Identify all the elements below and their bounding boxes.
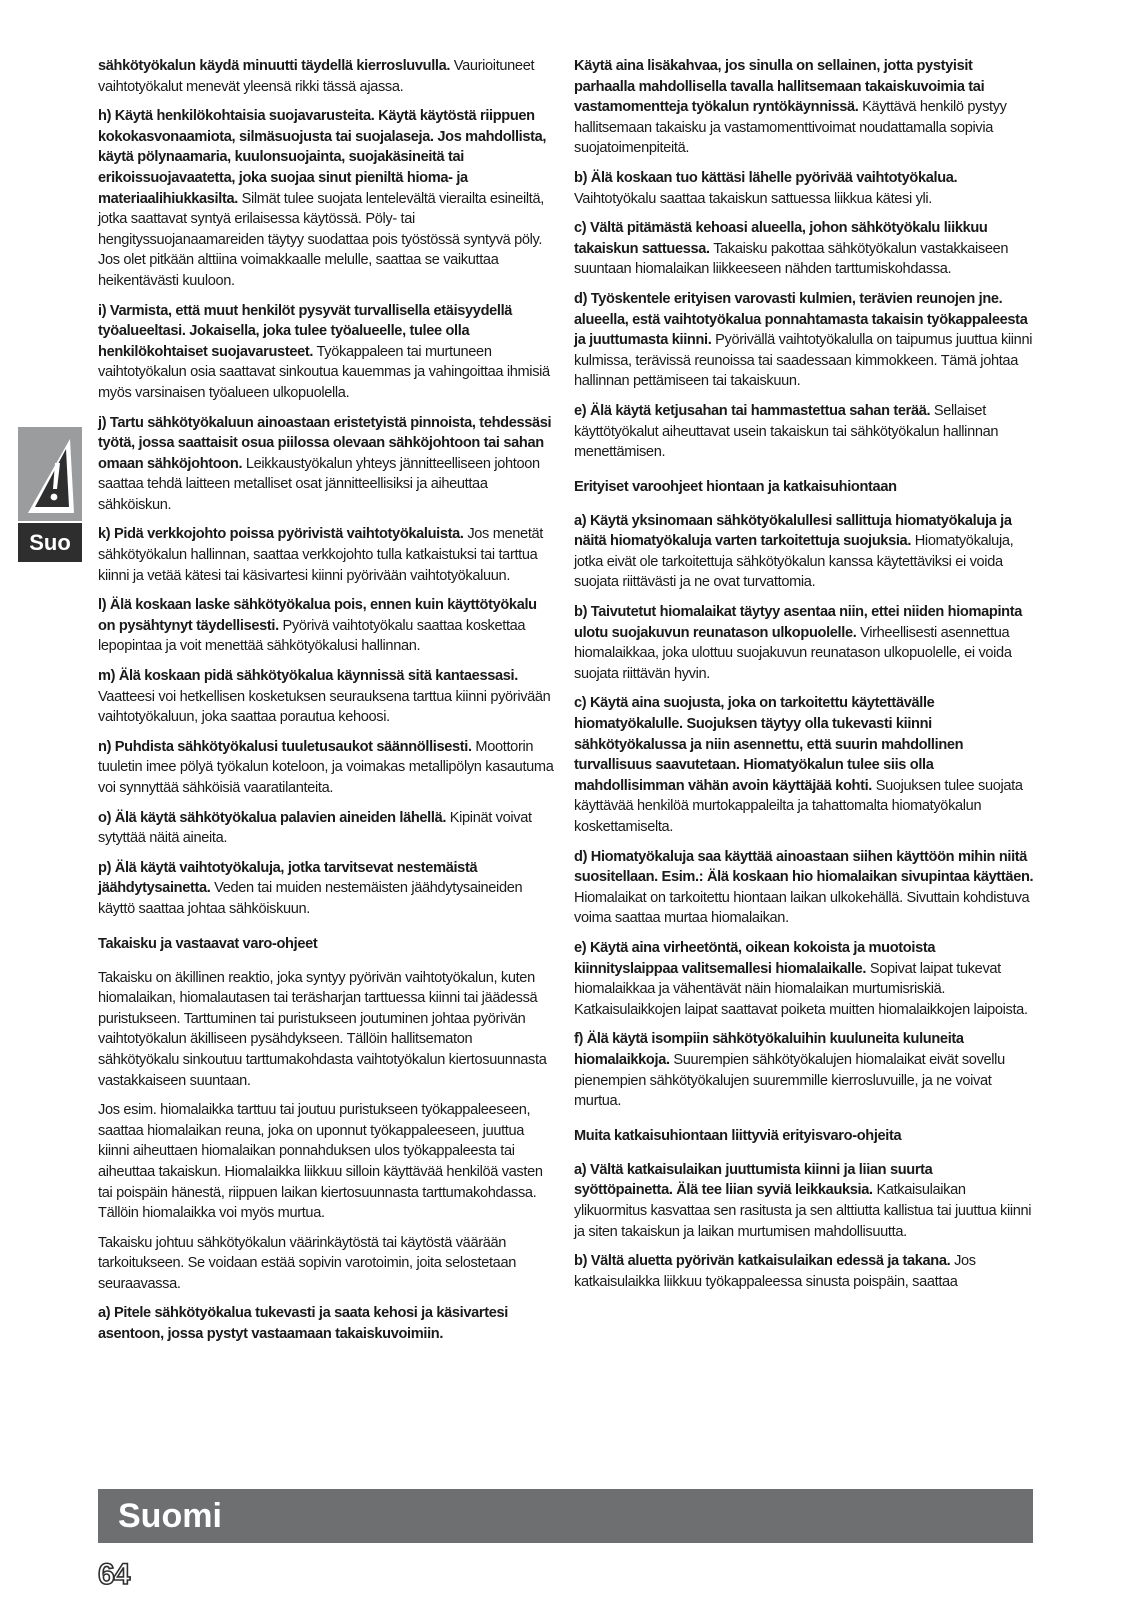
paragraph [98, 413, 556, 516]
paragraph-body: Suurempien sähkötyökalujen hiomalaikat eivät sovellu pienempien sähkötyökalujen suuremmille kierrosluvuille, ja ne voivat murtua. [574, 1051, 1005, 1110]
footer-bar [98, 1489, 1033, 1543]
paragraph-body: Kipinät voivat sytyttää näitä aineita. [98, 809, 532, 847]
paragraph [574, 218, 1034, 280]
paragraph [574, 938, 1034, 1020]
paragraph [574, 511, 1034, 593]
paragraph-lead: d) Hiomatyökaluja saa käyttää ainoastaan siihen käyttöön mihin niitä suositellaan. Esim.: Älä koskaan hio hiomalaikan sivupintaa käyttäen. [574, 848, 1034, 886]
paragraph [98, 1100, 556, 1224]
paragraph-lead: m) Älä koskaan pidä sähkötyökalua käynnissä sitä kantaessasi. [98, 668, 518, 685]
warning-box [18, 427, 82, 521]
paragraph-lead: a) Vältä katkaisulaikan juuttumista kiinni ja liian suurta syöttöpainetta. Älä tee liian syviä leikkauksia. [574, 1161, 933, 1199]
paragraph-body: Pyörivällä vaihtotyökalulla on taipumus juuttua kiinni kulmissa, terävissä reunoissa tai saadessaan kimmokkeen. Tämä johtaa hallinnan pettämiseen tai takaiskuun. [574, 332, 1033, 390]
paragraph-lead: d) Työskentele erityisen varovasti kulmien, terävien reunojen jne. alueella, estä vaihtotyökalua ponnahtamasta takaisin työkappaleesta ja juuttumasta kiinni. [574, 290, 1028, 349]
paragraph-lead: b) Taivutetut hiomalaikat täytyy asentaa niin, ettei niiden hiomapinta ulotu suojakuvun reunatason ulkopuolelle. [574, 604, 1022, 641]
paragraph-lead: c) Vältä pitämästä kehoasi alueella, johon sähkötyökalu liikkuu takaiskun sattuessa. [574, 220, 988, 257]
paragraph-body: Hiomalaikat on tarkoitettu hiontaan laikan ulkokehällä. Sivuttain kohdistuva voima saattaa murtaa hiomalaikan. [574, 889, 1030, 927]
left-column [98, 56, 556, 1354]
paragraph [574, 401, 1034, 463]
paragraph-body: Silmät tulee suojata lentelevältä vierailta esineiltä, jotka saattavat syntyä erilaisessa käytössä. Pöly- tai hengityssuojanaamareiden täytyy suodattaa pois työstössä syntyvä pöly. Jos olet pitkään alttiina voimakkaalle melulle, saattaa se vaikuttaa heikentävästi kuuloon. [98, 190, 544, 289]
paragraph-body: Takaisku johtuu sähkötyökalun väärinkäytöstä tai käytöstä väärään tarkoitukseen. Se voidaan estää sopivin varotoimin, joita selostetaan seuraavassa. [98, 1234, 516, 1292]
paragraph [98, 968, 556, 1092]
paragraph-lead: l) Älä koskaan laske sähkötyökalua pois, ennen kuin käyttötyökalu on pysähtynyt täydellisesti. [98, 597, 537, 634]
paragraph [574, 847, 1034, 929]
paragraph [98, 106, 556, 291]
paragraph [98, 808, 556, 849]
paragraph-lead: a) Pitele sähkötyökalua tukevasti ja saata kehosi ja käsivartesi asentoon, jossa pystyt vastaamaan takaiskuvoimiin. [98, 1305, 508, 1343]
paragraph-body: Veden tai muiden nestemäisten jäähdytysaineiden käyttö saattaa johtaa sähköiskuun. [98, 880, 523, 917]
paragraph [98, 737, 556, 799]
paragraph [98, 56, 556, 97]
paragraph-body: Moottorin tuuletin imee pölyä työkalun koteloon, ja voimakas metallipölyn kasautuma voi synnyttää sähköisiä vaaratilanteita. [98, 738, 554, 796]
paragraph [574, 56, 1034, 159]
paragraph-body: Katkaisulaikan ylikuormitus kasvattaa sen rasitusta ja sen alttiutta kallistua tai juuttua kiinni ja siten takaiskun ja laikan murtumisen mahdollisuutta. [574, 1182, 1032, 1240]
paragraph-body: Sopivat laipat tukevat hiomalaikkaa ja vähentävät näin hiomalaikan murtumisriskiä. Katkaisulaikkojen laipat saattavat poiketa muitten hiomalaikkojen laipoista. [574, 960, 1028, 1018]
paragraph-body: Jos katkaisulaikka liikkuu työkappaleessa sinusta poispäin, saattaa [574, 1253, 976, 1290]
paragraph-lead: k) Pidä verkkojohto poissa pyörivistä vaihtotyökaluista. [98, 526, 464, 543]
paragraph-body: Leikkaustyökalun yhteys jännitteelliseen johtoon saattaa tehdä laitteen metalliset osat jännitteellisiksi ja aiheuttaa sähköiskun. [98, 455, 540, 513]
paragraph-body: Takaisku on äkillinen reaktio, joka syntyy pyörivän vaihtotyökalun, kuten hiomalaikan, hiomalautasen tai teräsharjan tarttuessa kiinni tai jäädessä puristukseen. Tarttuminen tai puristukseen joutuminen johtaa pyörivän vaihtotyökalun äkilliseen pysähdykseen. Tällöin hallitsematon sähkötyökalu sinkoutuu tarttumakohdasta vaihtotyökalun kiertosuunnasta vastakkaiseen suuntaan. [98, 969, 547, 1089]
section-heading: Takaisku ja vastaavat varo-ohjeet [98, 935, 318, 952]
paragraph-lead: f) Älä käytä isompiin sähkötyökaluihin kuuluneita kuluneita hiomalaikkoja. [574, 1031, 964, 1068]
paragraph-body: Vaatteesi voi hetkellisen kosketuksen seurauksena tarttua kiinni pyörivään vaihtotyökaluun, joka saattaa porautua kehoosi. [98, 688, 551, 726]
paragraph-lead: Käytä aina lisäkahvaa, jos sinulla on sellainen, jotta pystyisit parhaalla mahdollisella tavalla hallitsemaan takaiskuvoimia tai vastamomentteja työkalun ryntökäynnissä. [574, 58, 985, 116]
paragraph-body: Virheellisesti asennettua hiomalaikkaa, joka ulottuu suojakuvun reunatason ulkopuolelle, ei voida suojata riittävän hyvin. [574, 624, 1012, 682]
language-sidebar [18, 427, 82, 562]
language-tab: Suo [18, 523, 82, 562]
page-number: 64 [98, 1558, 130, 1591]
paragraph [98, 1303, 556, 1344]
paragraph-lead: n) Puhdista sähkötyökalusi tuuletusaukot säännöllisesti. [98, 738, 472, 755]
paragraph-body: Käyttävä henkilö pystyy hallitsemaan takaisku ja vastamomenttivoimat noudattamalla sopivia suojatoimenpiteitä. [574, 99, 1007, 157]
paragraph-lead: e) Älä käytä ketjusahan tai hammastettua sahan terää. [574, 402, 931, 419]
paragraph-lead: i) Varmista, että muut henkilöt pysyvät turvallisella etäisyydellä työalueeltasi. Jokaisella, joka tulee työalueelle, tulee olla henkilökohtaiset suojavarusteet. [98, 302, 513, 360]
paragraph-body: Pyörivä vaihtotyökalu saattaa koskettaa lepopintaa ja voit menettää sähkötyökalusi hallinnan. [98, 617, 526, 655]
paragraph-lead: a) Käytä yksinomaan sähkötyökalullesi sallittuja hiomatyökaluja ja näitä hiomatyökaluja varten tarkoitettuja suojuksia. [574, 512, 1012, 550]
paragraph-lead: o) Älä käytä sähkötyökalua palavien aineiden lähellä. [98, 809, 447, 826]
section-heading: Muita katkaisuhiontaan liittyviä erityisvaro-ohjeita [574, 1127, 902, 1144]
paragraph [574, 1251, 1034, 1292]
paragraph [98, 666, 556, 728]
paragraph-body: Vaihtotyökalu saattaa takaiskun sattuessa liikkua kätesi yli. [574, 190, 933, 207]
paragraph-lead: b) Älä koskaan tuo kättäsi lähelle pyörivää vaihtotyökalua. [574, 169, 958, 186]
paragraph-lead: b) Vältä aluetta pyörivän katkaisulaikan edessä ja takana. [574, 1253, 951, 1270]
footer-title: Suomi [118, 1497, 222, 1535]
paragraph-body: Takaisku pakottaa sähkötyökalun vastakkaiseen suuntaan hiomalaikan liikkeeseen nähden tarttumiskohdassa. [574, 240, 1009, 278]
paragraph-body: Hiomatyökaluja, jotka eivät ole tarkoitettuja sähkötyökalun kanssa käytettäviksi ei voida suojata riittävästi ja ne ovat turvattomia. [574, 533, 1014, 591]
paragraph [574, 289, 1034, 392]
paragraph [574, 602, 1034, 684]
section-heading: Erityiset varoohjeet hiontaan ja katkaisuhiontaan [574, 478, 897, 495]
paragraph-lead: p) Älä käytä vaihtotyökaluja, jotka tarvitsevat nestemäistä jäähdytysainetta. [98, 859, 478, 897]
paragraph-body: Jos esim. hiomalaikka tarttuu tai joutuu puristukseen työkappaleeseen, saattaa hiomalaikan reuna, joka on uponnut työkappaleeseen, juuttua kiinni aiheuttaen hiomalaikan ponnahduksen ulos työkappaleesta tai aiheuttaa takaiskun. Hiomalaikka liikkuu silloin käyttävää henkilöä vasten tai poispäin hänestä, riippuen laikan kiertosuunnasta tarttumakohdassa. Tällöin hiomalaikka voi myös murtua. [98, 1102, 543, 1222]
paragraph [574, 693, 1034, 837]
paragraph [98, 858, 556, 920]
paragraph [574, 1160, 1034, 1242]
paragraph [98, 301, 556, 404]
warning-triangle-icon [22, 433, 78, 517]
paragraph [98, 524, 556, 586]
paragraph-lead: h) Käytä henkilökohtaisia suojavarusteita. Käytä käytöstä riippuen kokokasvonaamiota, silmäsuojusta tai suojalaseja. Jos mahdollista, käytä pölynaamaria, kuulonsuojainta, suojakäsineitä tai erikoissuojavaatetta, joka suojaa sinut pieniltä hioma- ja materiaalihiukkasilta. [98, 108, 547, 207]
paragraph-body: Jos menetät sähkötyökalun hallinnan, saattaa verkkojohto tulla katkaistuksi tai tarttua kiinni ja vetää kätesi tai käsivartesi kiinni pyörivään vaihtotyökaluun. [98, 526, 543, 584]
right-column [574, 56, 1034, 1301]
paragraph [574, 168, 1034, 209]
paragraph-body: Suojuksen tulee suojata käyttävää henkilöä murtokappaleilta ja tahattomalta hiomatyökalun koskettamiselta. [574, 777, 1023, 835]
paragraph-lead: sähkötyökalun käydä minuutti täydellä kierrosluvulla. [98, 58, 451, 74]
paragraph [574, 1029, 1034, 1111]
paragraph-body: Sellaiset käyttötyökalut aiheuttavat usein takaiskun tai sähkötyökalun hallinnan menettämisen. [574, 402, 999, 461]
paragraph [98, 1233, 556, 1295]
paragraph-lead: c) Käytä aina suojusta, joka on tarkoitettu käytettävälle hiomatyökalulle. Suojuksen täytyy olla tukevasti kiinni sähkötyökalussa ja niin asennettu, että suurin mahdollinen turvallisuus saavutetaan. Hiomatyökalun tulee siis olla mahdollisimman vähän avoin käyttäjää kohti. [574, 695, 964, 794]
paragraph-lead: j) Tartu sähkötyökaluun ainoastaan eristetyistä pinnoista, tehdessäsi työtä, jossa saattaisit osua piilossa olevaan sähköjohtoon tai sahan omaan sähköjohtoon. [98, 414, 552, 472]
paragraph [98, 595, 556, 657]
paragraph-body: Työkappaleen tai murtuneen vaihtotyökalun osia saattavat sinkoutua kauemmas ja vahingoittaa ihmisiä myös varsinaisen työalueen ulkopuolella. [98, 343, 550, 401]
paragraph-lead: e) Käytä aina virheetöntä, oikean kokoista ja muotoista kiinnityslaippaa valitsemallesi hiomalaikalle. [574, 939, 936, 977]
paragraph-body: Vaurioituneet vaihtotyökalut menevät yleensä rikki tässä ajassa. [98, 58, 535, 95]
